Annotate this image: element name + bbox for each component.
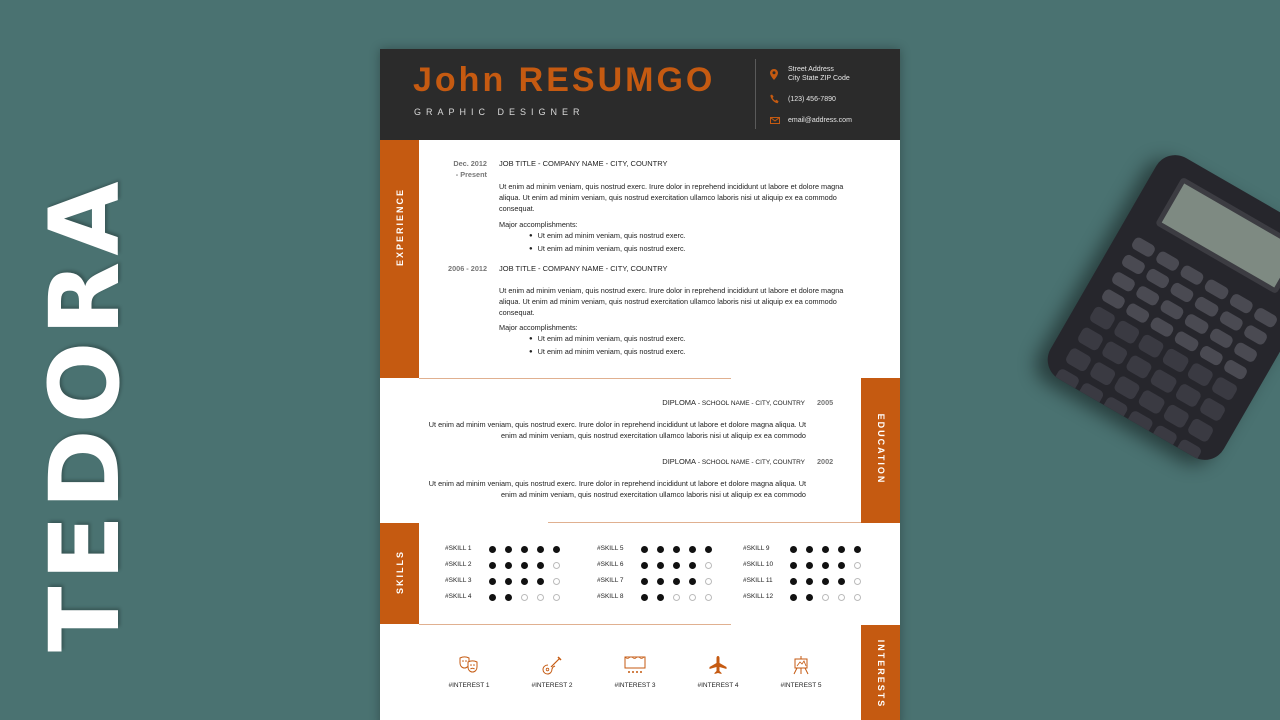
skill-row bbox=[445, 575, 585, 589]
list-item: ● Ut enim ad minim veniam, quis nostrud exerc. bbox=[529, 346, 686, 359]
rating-dot-filled bbox=[790, 546, 797, 553]
rating-dot-empty bbox=[854, 594, 861, 601]
rating-dot-empty bbox=[673, 594, 680, 601]
education-section-bar bbox=[861, 378, 900, 523]
rating-dot-empty bbox=[689, 594, 696, 601]
rating-dot-filled bbox=[489, 562, 496, 569]
resume-page bbox=[380, 49, 900, 720]
address-line-1: Street Address bbox=[788, 66, 834, 73]
interest-1: #INTEREST 1 bbox=[439, 655, 499, 689]
rating-dot-empty bbox=[705, 562, 712, 569]
rating-dot-empty bbox=[854, 578, 861, 585]
rating-dot-filled bbox=[537, 562, 544, 569]
education-1-description: Ut enim ad minim veniam, quis nostrud exerc. Irure dolor in reprehend incididunt ut labore et dolore magna aliqua. Ut enim ad minim veniam, quis nostrud exercitation ullamco laboris nisi ut aliquip ex ea commodo bbox=[428, 420, 806, 440]
rating-dot-filled bbox=[806, 562, 813, 569]
address-line-2: City State ZIP Code bbox=[788, 75, 850, 82]
skill-name: #SKILL 5 bbox=[597, 545, 624, 552]
rating-dot-filled bbox=[641, 562, 648, 569]
rating-dot-filled bbox=[790, 578, 797, 585]
skill-rating bbox=[641, 546, 712, 553]
rating-dot-filled bbox=[505, 594, 512, 601]
rating-dot-filled bbox=[641, 594, 648, 601]
rating-dot-filled bbox=[806, 546, 813, 553]
job-1-description: Ut enim ad minim veniam, quis nostrud exerc. Irure dolor in reprehend incididunt ut labore et dolore magna aliqua. Ut enim ad minim veniam, quis nostrud exercitation ullamco laboris nisi ut aliquip ex ea commodo consequat. bbox=[499, 182, 844, 213]
rating-dot-filled bbox=[822, 562, 829, 569]
calculator-image bbox=[1040, 147, 1280, 468]
education-2-description: Ut enim ad minim veniam, quis nostrud exerc. Irure dolor in reprehend incididunt ut labore et dolore magna aliqua. Ut enim ad minim veniam, quis nostrud exercitation ullamco laboris nisi ut aliquip ex ea commodo bbox=[428, 479, 806, 499]
skill-name: #SKILL 7 bbox=[597, 577, 624, 584]
job-1-bullets bbox=[529, 230, 686, 256]
skill-row bbox=[597, 543, 737, 557]
resume-header bbox=[380, 49, 900, 140]
rating-dot-filled bbox=[689, 562, 696, 569]
skill-rating bbox=[790, 594, 861, 601]
skills-heading: SKILLS bbox=[395, 550, 405, 595]
skill-row bbox=[743, 591, 883, 605]
cinema-screen-icon bbox=[623, 655, 647, 675]
rating-dot-empty bbox=[705, 594, 712, 601]
rating-dot-filled bbox=[505, 546, 512, 553]
rating-dot-filled bbox=[806, 578, 813, 585]
rating-dot-empty bbox=[705, 578, 712, 585]
phone-number: (123) 456-7890 bbox=[788, 96, 836, 103]
skill-name: #SKILL 9 bbox=[743, 545, 770, 552]
rating-dot-filled bbox=[641, 546, 648, 553]
skill-rating bbox=[641, 562, 712, 569]
skill-row bbox=[445, 543, 585, 557]
skill-name: #SKILL 6 bbox=[597, 561, 624, 568]
interests-heading: INTERESTS bbox=[876, 639, 886, 709]
list-item: ● Ut enim ad minim veniam, quis nostrud exerc. bbox=[529, 230, 686, 243]
rating-dot-filled bbox=[521, 578, 528, 585]
rating-dot-filled bbox=[505, 562, 512, 569]
rating-dot-filled bbox=[673, 562, 680, 569]
rating-dot-filled bbox=[657, 546, 664, 553]
rating-dot-filled bbox=[657, 578, 664, 585]
job-2-date: 2006 - 2012 bbox=[448, 264, 487, 273]
rating-dot-filled bbox=[537, 578, 544, 585]
rating-dot-empty bbox=[553, 562, 560, 569]
rating-dot-filled bbox=[489, 578, 496, 585]
education-1-year: 2005 bbox=[817, 398, 834, 407]
section-divider bbox=[548, 522, 861, 523]
job-1-title: JOB TITLE - COMPANY NAME - CITY, COUNTRY bbox=[499, 159, 668, 168]
skill-rating bbox=[790, 562, 861, 569]
skill-row bbox=[743, 543, 883, 557]
email-icon bbox=[770, 117, 780, 124]
easel-icon bbox=[790, 655, 812, 675]
skill-rating bbox=[790, 578, 861, 585]
skill-name: #SKILL 4 bbox=[445, 593, 472, 600]
skill-rating bbox=[790, 546, 861, 553]
skill-row bbox=[743, 575, 883, 589]
rating-dot-filled bbox=[521, 546, 528, 553]
skills-section-bar bbox=[380, 523, 419, 624]
rating-dot-empty bbox=[537, 594, 544, 601]
skill-name: #SKILL 12 bbox=[743, 593, 774, 600]
location-pin-icon bbox=[770, 69, 778, 80]
interest-4: #INTEREST 4 bbox=[688, 655, 748, 689]
skill-name: #SKILL 2 bbox=[445, 561, 472, 568]
guitar-icon bbox=[541, 655, 563, 675]
skill-row bbox=[597, 575, 737, 589]
rating-dot-filled bbox=[854, 546, 861, 553]
rating-dot-empty bbox=[854, 562, 861, 569]
experience-heading: EXPERIENCE bbox=[395, 187, 405, 267]
rating-dot-filled bbox=[822, 546, 829, 553]
list-item: ● Ut enim ad minim veniam, quis nostrud exerc. bbox=[529, 243, 686, 256]
rating-dot-filled bbox=[838, 546, 845, 553]
email-address: email@address.com bbox=[788, 117, 852, 124]
rating-dot-filled bbox=[489, 594, 496, 601]
skill-row bbox=[597, 559, 737, 573]
skill-row bbox=[597, 591, 737, 605]
rating-dot-empty bbox=[822, 594, 829, 601]
job-2-accomplishments-label: Major accomplishments: bbox=[499, 323, 578, 332]
rating-dot-filled bbox=[790, 594, 797, 601]
job-2-bullets bbox=[529, 333, 686, 359]
skill-rating bbox=[641, 594, 712, 601]
rating-dot-filled bbox=[689, 546, 696, 553]
skill-name: #SKILL 3 bbox=[445, 577, 472, 584]
rating-dot-filled bbox=[537, 546, 544, 553]
skill-rating bbox=[489, 546, 560, 553]
rating-dot-filled bbox=[673, 578, 680, 585]
skill-name: #SKILL 1 bbox=[445, 545, 472, 552]
rating-dot-empty bbox=[553, 578, 560, 585]
list-item: ● Ut enim ad minim veniam, quis nostrud exerc. bbox=[529, 333, 686, 346]
airplane-icon bbox=[707, 655, 729, 675]
skill-rating bbox=[489, 578, 560, 585]
education-heading: EDUCATION bbox=[876, 413, 886, 485]
job-role: GRAPHIC DESIGNER bbox=[414, 107, 585, 117]
skill-row bbox=[445, 559, 585, 573]
rating-dot-filled bbox=[489, 546, 496, 553]
skill-name: #SKILL 11 bbox=[743, 577, 773, 584]
rating-dot-filled bbox=[521, 562, 528, 569]
job-1-date: Dec. 2012 - Present bbox=[453, 159, 487, 179]
rating-dot-filled bbox=[689, 578, 696, 585]
education-2-title: DIPLOMA - SCHOOL NAME - CITY, COUNTRY bbox=[662, 457, 805, 466]
phone-icon bbox=[770, 94, 780, 104]
rating-dot-filled bbox=[657, 594, 664, 601]
experience-section-bar bbox=[380, 140, 419, 378]
interest-2: #INTEREST 2 bbox=[522, 655, 582, 689]
rating-dot-filled bbox=[838, 562, 845, 569]
education-1-title: DIPLOMA - SCHOOL NAME - CITY, COUNTRY bbox=[662, 398, 805, 407]
brand-title: TEDORA bbox=[29, 175, 141, 652]
header-divider bbox=[755, 59, 756, 129]
rating-dot-empty bbox=[553, 594, 560, 601]
rating-dot-filled bbox=[553, 546, 560, 553]
rating-dot-filled bbox=[838, 578, 845, 585]
skill-rating bbox=[489, 594, 560, 601]
skill-row bbox=[445, 591, 585, 605]
section-divider bbox=[419, 624, 731, 625]
section-divider bbox=[419, 378, 731, 379]
rating-dot-filled bbox=[657, 562, 664, 569]
rating-dot-filled bbox=[673, 546, 680, 553]
skill-name: #SKILL 8 bbox=[597, 593, 624, 600]
education-2-year: 2002 bbox=[817, 457, 834, 466]
skill-row bbox=[743, 559, 883, 573]
rating-dot-filled bbox=[505, 578, 512, 585]
job-2-title: JOB TITLE - COMPANY NAME - CITY, COUNTRY bbox=[499, 264, 668, 273]
rating-dot-filled bbox=[705, 546, 712, 553]
rating-dot-filled bbox=[790, 562, 797, 569]
job-1-accomplishments-label: Major accomplishments: bbox=[499, 220, 578, 229]
rating-dot-empty bbox=[838, 594, 845, 601]
interest-3: #INTEREST 3 bbox=[605, 655, 665, 689]
job-2-description: Ut enim ad minim veniam, quis nostrud exerc. Irure dolor in reprehend incididunt ut labore et dolore magna aliqua. Ut enim ad minim veniam, quis nostrud exercitation ullamco laboris nisi ut aliquip ex ea commodo consequat. bbox=[499, 286, 844, 317]
rating-dot-filled bbox=[641, 578, 648, 585]
candidate-name: John RESUMGO bbox=[413, 61, 716, 99]
skill-rating bbox=[489, 562, 560, 569]
skill-rating bbox=[641, 578, 712, 585]
rating-dot-empty bbox=[521, 594, 528, 601]
interest-5: #INTEREST 5 bbox=[771, 655, 831, 689]
rating-dot-filled bbox=[822, 578, 829, 585]
theater-masks-icon bbox=[458, 655, 480, 675]
rating-dot-filled bbox=[806, 594, 813, 601]
interests-section-bar bbox=[861, 625, 900, 720]
skill-name: #SKILL 10 bbox=[743, 561, 774, 568]
